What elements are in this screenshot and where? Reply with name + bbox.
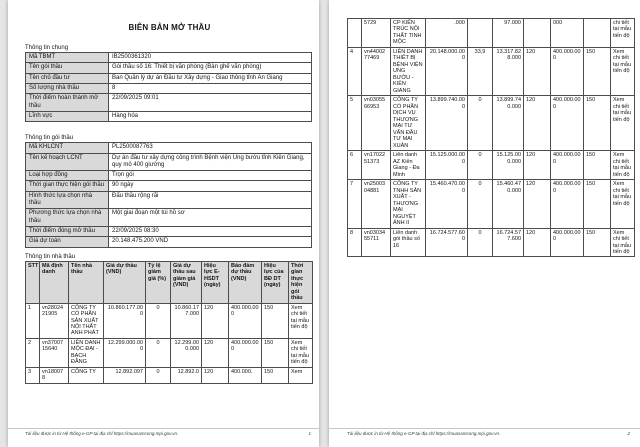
table-cell: [584, 19, 611, 48]
table-cell: Liên danh AZ Kiên Giang - Đa Minh: [391, 151, 426, 180]
table-cell: 33,9: [468, 47, 493, 95]
table-cell: 120: [202, 367, 229, 383]
table-cell: 20.148.000.000: [426, 47, 468, 95]
page-2-content: [329, 18, 640, 257]
table-row: [26, 143, 312, 153]
table-cell: Xem chi tiết tại mẫu tiến độ: [611, 47, 635, 95]
table-row: [26, 181, 312, 191]
info-value: IB2500361320: [109, 53, 312, 63]
table-cell: 400.000.000: [551, 228, 584, 257]
table-cell: 150: [262, 303, 289, 338]
table-cell: 400.000.000: [551, 180, 584, 228]
table-cell: 150: [584, 47, 611, 95]
table-row: [26, 153, 312, 171]
page-title: BIÊN BẢN MỞ THẦU: [128, 23, 211, 32]
column-header: Hiệu lực của BĐ DT (ngày): [262, 261, 289, 303]
table-cell: vn180078: [40, 367, 69, 383]
table-cell: 0: [146, 338, 171, 367]
info-label: Số lượng nhà thầu: [26, 83, 109, 93]
document-page-1: [8, 0, 319, 447]
column-header: Bảo đảm dự thầu (VND): [229, 261, 262, 303]
table-row: [348, 47, 635, 95]
table-cell: 0: [146, 367, 171, 383]
page-1-footer: [8, 428, 319, 436]
table-row: [26, 111, 312, 121]
table-cell: 0: [468, 228, 493, 257]
table-row: [26, 338, 313, 367]
table-cell: 400.000.000: [551, 47, 584, 95]
footer-source-text: Tài liệu được in từ Hệ thống e-GP tại địa chỉ https://muasamcong.mpi.gov.vn.: [25, 431, 179, 436]
table-row: [26, 303, 313, 338]
table-cell: 0: [468, 151, 493, 180]
column-header: STT: [26, 261, 40, 303]
info-value: 22/09/2025 08:30: [109, 227, 312, 237]
table-cell: CÔNG TY CỔ PHẦN DỊCH VỤ THƯƠNG MẠI TƯ VẤN ĐẦU TƯ MAI XUÂN: [391, 96, 426, 151]
table-cell: [524, 19, 551, 48]
section-label-bidders: Thông tin nhà thầu: [25, 253, 76, 260]
table-cell: 5: [348, 96, 362, 151]
column-header: Giá dự thầu sau giảm giá (VND): [171, 261, 202, 303]
table-cell: 0: [468, 96, 493, 151]
info-value: PL2500087763: [109, 143, 312, 153]
table-cell: 13.317.828.000: [493, 47, 524, 95]
table-cell: 400.000.: [229, 367, 262, 383]
info-value: Hàng hóa: [109, 111, 312, 121]
table-cell: Xem: [289, 367, 313, 383]
table-cell: vn3700715640: [40, 338, 69, 367]
table-cell: 10.860.177.000: [171, 303, 202, 338]
section-label-package-info: Thông tin gói thầu: [25, 135, 74, 142]
info-value: Đấu thầu rộng rãi: [109, 191, 312, 209]
table-cell: vn2500304881: [362, 180, 391, 228]
info-value: 20.148.475.200 VND: [109, 237, 312, 247]
table-cell: 15.460.470.000: [493, 180, 524, 228]
table-cell: vn1702251373: [362, 151, 391, 180]
column-header: Tỷ lệ giảm giá (%): [146, 261, 171, 303]
info-value: Gói thầu số 16: Thiết bị văn phòng (Bàn ghế văn phòng): [109, 63, 312, 73]
column-header: Thời gian thực hiện gói thầu: [289, 261, 313, 303]
info-value: Ban Quản lý dự án Đầu tư Xây dựng - Giao thông tỉnh An Giang: [109, 73, 312, 83]
table-row: [26, 227, 312, 237]
general-info-table: [25, 52, 312, 122]
table-cell: LIÊN DANH MỘC ĐẠI - BẠCH ĐẰNG: [69, 338, 104, 367]
table-cell: 400.000.000: [551, 151, 584, 180]
table-cell: 5729: [362, 19, 391, 48]
info-value: 8: [109, 83, 312, 93]
table-cell: 0: [146, 303, 171, 338]
table-cell: vn2802421905: [40, 303, 69, 338]
info-label: Tên chủ đầu tư: [26, 73, 109, 83]
table-cell: CÔNG TY CỔ PHẦN SẢN XUẤT NỘI THẤT ANH PHÁT: [69, 303, 104, 338]
table-cell: CP KIẾN TRÚC NỘI THẤT TINH MỘC: [391, 19, 426, 48]
table-cell: 97.000: [493, 19, 524, 48]
table-cell: 1: [26, 303, 40, 338]
page-number: 2: [627, 431, 630, 436]
info-value: Dự án đầu tư xây dựng công trình Bệnh viện Ung bướu tỉnh Kiên Giang, quy mô 400 giường: [109, 153, 312, 171]
table-cell: 16.724.577.600: [426, 228, 468, 257]
page-number: 1: [308, 431, 311, 436]
table-row: [26, 367, 313, 383]
table-cell: 7: [348, 180, 362, 228]
table-cell: 120: [524, 151, 551, 180]
table-cell: 120: [202, 303, 229, 338]
table-cell: vn4400277469: [362, 47, 391, 95]
table-cell: Xem chi tiết tại mẫu tiến độ: [289, 303, 313, 338]
table-row: [348, 228, 635, 257]
table-row: [348, 180, 635, 228]
column-header: Hiệu lực E-HSDT (ngày): [202, 261, 229, 303]
page-2-footer: [329, 428, 640, 436]
info-label: Hình thức lựa chọn nhà thầu: [26, 191, 109, 209]
table-cell: 120: [202, 338, 229, 367]
table-cell: Xem chi tiết tại mẫu tiến độ: [611, 228, 635, 257]
table-row: [26, 94, 312, 112]
table-cell: Liên danh gói thầu số 16: [391, 228, 426, 257]
table-cell: Xem chi tiết tại mẫu tiến độ: [611, 151, 635, 180]
table-row: [348, 19, 635, 48]
table-cell: CÔNG TY: [69, 367, 104, 383]
table-cell: [468, 19, 493, 48]
info-label: Tên kế hoạch LCNT: [26, 153, 109, 171]
table-row: [348, 151, 635, 180]
table-cell: 150: [584, 180, 611, 228]
info-label: Mã KHLCNT: [26, 143, 109, 153]
table-cell: 150: [584, 151, 611, 180]
table-cell: Xem chi tiết tại mẫu tiến độ: [289, 338, 313, 367]
info-label: Thời điểm đóng mở thầu: [26, 227, 109, 237]
table-cell: 120: [524, 47, 551, 95]
table-cell: 150: [262, 367, 289, 383]
column-header: Giá dự thầu (VND): [104, 261, 146, 303]
info-value: Một giai đoạn một túi hồ sơ: [109, 209, 312, 227]
table-cell: 13.899.740.000: [426, 96, 468, 151]
table-cell: 15.125.000.000: [493, 151, 524, 180]
table-cell: 150: [262, 338, 289, 367]
table-cell: 120: [524, 228, 551, 257]
table-cell: 3: [26, 367, 40, 383]
table-cell: .000: [426, 19, 468, 48]
table-cell: 16.724.577.600: [493, 228, 524, 257]
bidders-header-row: [26, 261, 313, 303]
column-header: Mã định danh: [40, 261, 69, 303]
info-label: Mã TBMT: [26, 53, 109, 63]
info-label: Thời điểm hoàn thành mở thầu: [26, 94, 109, 112]
info-label: Loại hợp đồng: [26, 171, 109, 181]
table-cell: 120: [524, 96, 551, 151]
table-cell: 120: [524, 180, 551, 228]
info-value: 22/09/2025 09:01: [109, 94, 312, 112]
table-row: [26, 171, 312, 181]
table-cell: Xem chi tiết tại mẫu tiến độ: [611, 96, 635, 151]
table-row: [26, 191, 312, 209]
table-row: [26, 63, 312, 73]
table-cell: 8: [348, 228, 362, 257]
table-cell: 12.299.000.000: [171, 338, 202, 367]
info-label: Lĩnh vực: [26, 111, 109, 121]
table-row: [26, 209, 312, 227]
table-row: [348, 96, 635, 151]
table-cell: 2: [26, 338, 40, 367]
table-cell: Xem chi tiết tại mẫu tiến độ: [611, 180, 635, 228]
info-label: Thời gian thực hiện gói thầu: [26, 181, 109, 191]
section-label-general-info: Thông tin chung: [25, 45, 69, 51]
page-1-content: [8, 23, 319, 384]
table-cell: vn0305566953: [362, 96, 391, 151]
info-value: 90 ngày: [109, 181, 312, 191]
table-cell: 4: [348, 47, 362, 95]
table-cell: vn0303455711: [362, 228, 391, 257]
table-cell: 10.860.177.000: [104, 303, 146, 338]
table-cell: CÔNG TY TNHH SẢN XUẤT - THƯƠNG MẠI NGUYỆT ÁNH II: [391, 180, 426, 228]
table-cell: chi tiết tại mẫu tiến độ: [611, 19, 635, 48]
package-info-table: [25, 142, 312, 247]
table-cell: 150: [584, 96, 611, 151]
table-cell: 150: [584, 228, 611, 257]
info-value: Trọn gói: [109, 171, 312, 181]
table-cell: 15.125.000.000: [426, 151, 468, 180]
table-row: [26, 73, 312, 83]
table-row: [26, 237, 312, 247]
info-label: Tên gói thầu: [26, 63, 109, 73]
table-row: [26, 53, 312, 63]
table-cell: 400.000.000: [229, 338, 262, 367]
info-label: Giá dự toán: [26, 237, 109, 247]
info-label: Phương thức lựa chọn nhà thầu: [26, 209, 109, 227]
table-cell: 12.892.097: [104, 367, 146, 383]
table-cell: 12.892.0: [171, 367, 202, 383]
footer-source-text: Tài liệu được in từ Hệ thống e-GP tại địa chỉ https://muasamcong.mpi.gov.vn.: [347, 431, 501, 436]
table-cell: LIÊN DANH THIẾT BỊ BỆNH VIỆN UNG BƯỚU - KIÊN GIANG: [391, 47, 426, 95]
table-row: [26, 83, 312, 93]
table-cell: 0: [468, 180, 493, 228]
bidders-table-page-1: [25, 261, 313, 384]
table-cell: [348, 19, 362, 48]
bidders-table-page-2: [347, 18, 635, 257]
table-cell: 6: [348, 151, 362, 180]
table-cell: 000: [551, 19, 584, 48]
table-cell: 13.899.740.000: [493, 96, 524, 151]
document-page-2: [329, 0, 640, 447]
table-cell: 400.000.000: [229, 303, 262, 338]
table-cell: 12.299.000.000: [104, 338, 146, 367]
table-cell: 15.460.470.000: [426, 180, 468, 228]
table-cell: 400.000.000: [551, 96, 584, 151]
column-header: Tên nhà thầu: [69, 261, 104, 303]
